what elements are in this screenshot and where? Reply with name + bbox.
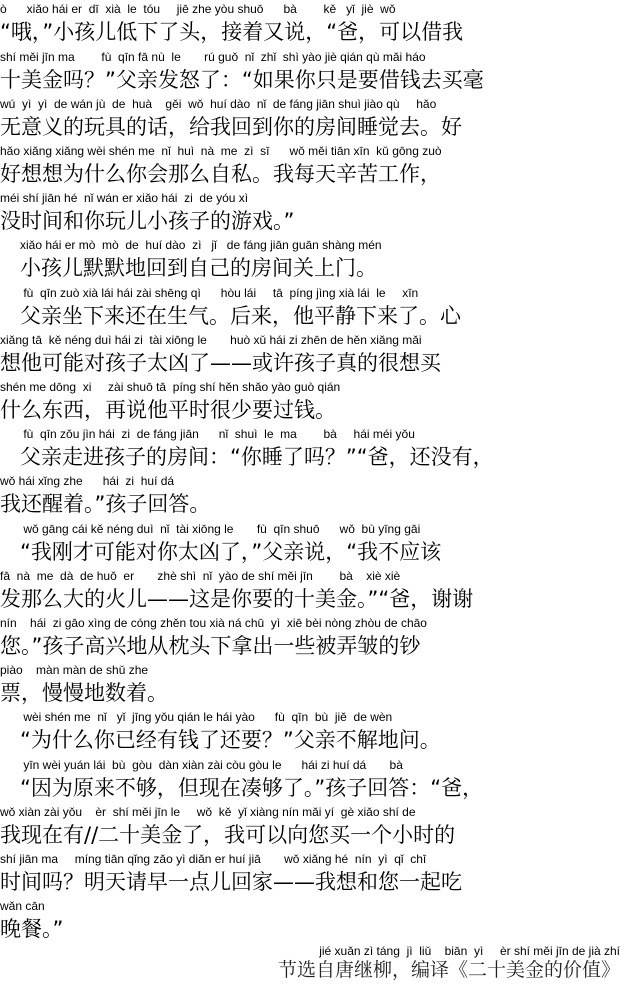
pinyin: wǒ gāng cái kě néng duì nǐ tài xiōng le fù qīn shuō wǒ bù yīng gāi bbox=[0, 522, 421, 536]
hanzi: 发那么大的火儿——这是你要的十美金。”“爸，谢谢 bbox=[0, 587, 474, 611]
text-line bbox=[0, 805, 630, 849]
pinyin: wǒ xiàn zài yǒu èr shí měi jīn le wǒ kě yǐ xiàng nín mǎi yí gè xiǎo shí de bbox=[0, 805, 416, 819]
hanzi: 十美金吗？”父亲发怒了：“如果你只是要借钱去买毫 bbox=[0, 68, 484, 92]
pinyin: méi shí jiān hé nǐ wán er xiǎo hái zi de yóu xì bbox=[0, 191, 249, 205]
pinyin: wèi shén me nǐ yǐ jīng yǒu qián le hái yào fù qīn bù jiě de wèn bbox=[0, 710, 393, 724]
text-line bbox=[0, 852, 630, 896]
hanzi: 想他可能对孩子太凶了——或许孩子真的很想买 bbox=[0, 351, 441, 375]
pinyin: yīn wèi yuán lái bù gòu dàn xiàn zài còu gòu le hái zi huí dá bà bbox=[0, 758, 403, 772]
text-line bbox=[0, 616, 630, 660]
hanzi: 什么东西，再说他平时很少要过钱。 bbox=[0, 398, 336, 422]
source-citation bbox=[0, 944, 630, 982]
pinyin: xiǎng tā kě néng duì hái zi tài xiōng le huò xǔ hái zi zhēn de hěn xiǎng mǎi bbox=[0, 333, 422, 347]
hanzi: 无意义的玩具的话，给我回到你的房间睡觉去。好 bbox=[0, 115, 462, 139]
text-line bbox=[0, 663, 630, 707]
pinyin: wú yì yì de wán jù de huà gěi wǒ huí dào nǐ de fáng jiān shuì jiào qù hǎo bbox=[0, 97, 437, 111]
pinyin: xiǎo hái er mò mò de huí dào zì jǐ de fáng jiān guān shàng mén bbox=[0, 238, 382, 252]
source-text: 节选自唐继柳，编译《二十美金的价值》 bbox=[277, 959, 620, 981]
pinyin: shí měi jīn ma fù qīn fā nù le rú guǒ nǐ zhǐ shì yào jiè qián qù mǎi háo bbox=[0, 50, 426, 64]
pinyin: shí jiān ma míng tiān qǐng zǎo yì diǎn er huí jiā wǒ xiǎng hé nín yì qǐ chī bbox=[0, 852, 427, 866]
text-line bbox=[0, 474, 630, 518]
pinyin: hǎo xiǎng xiǎng wèi shén me nǐ huì nà me zì sī wǒ měi tiān xīn kǔ gōng zuò bbox=[0, 144, 442, 158]
pinyin: nín hái zi gāo xìng de cóng zhěn tou xià ná chū yì xiē bèi nòng zhòu de chāo bbox=[0, 616, 427, 630]
pinyin: fā nà me dà de huǒ er zhè shì nǐ yào de shí měi jīn bà xiè xiè bbox=[0, 569, 401, 583]
hanzi: 您。”孩子高兴地从枕头下拿出一些被弄皱的钞 bbox=[0, 634, 421, 658]
hanzi: “为什么你已经有钱了还要？”父亲不解地问。 bbox=[0, 728, 441, 752]
pinyin: wǎn cān bbox=[0, 899, 45, 913]
pinyin: wǒ hái xǐng zhe hái zi huí dá bbox=[0, 474, 175, 488]
pinyin: ò xiǎo hái er dī xià le tóu jiē zhe yòu shuō bà kě yǐ jiè wǒ bbox=[0, 2, 396, 16]
pinyin: piào màn màn de shǔ zhe bbox=[0, 663, 149, 677]
hanzi: “我刚才可能对你太凶了，”父亲说，“我不应该 bbox=[0, 540, 442, 564]
text-line bbox=[0, 569, 630, 613]
hanzi: “因为原来不够，但现在凑够了。”孩子回答：“爸， bbox=[0, 776, 484, 800]
text-line bbox=[0, 380, 630, 424]
hanzi: 我还醒着。”孩子回答。 bbox=[0, 492, 211, 516]
hanzi: 父亲坐下来还在生气。后来，他平静下来了。心 bbox=[0, 304, 462, 328]
text-line bbox=[0, 758, 630, 802]
text-line bbox=[0, 50, 630, 94]
hanzi: 没时间和你玩儿小孩子的游戏。” bbox=[0, 209, 295, 233]
text-line bbox=[0, 191, 630, 235]
text-line bbox=[0, 2, 630, 46]
text-line bbox=[0, 522, 630, 566]
hanzi: 好想想为什么你会那么自私。我每天辛苦工作， bbox=[0, 162, 441, 186]
text-line bbox=[0, 427, 630, 471]
text-line bbox=[0, 97, 630, 141]
hanzi: 小孩儿默默地回到自己的房间关上门。 bbox=[0, 256, 378, 280]
hanzi: 晚餐。” bbox=[0, 917, 64, 941]
source-pinyin: jié xuǎn zì táng jì liǔ biān yì èr shí měi jīn de jià zhí bbox=[319, 944, 620, 958]
hanzi: 票，慢慢地数着。 bbox=[0, 681, 168, 705]
text-line bbox=[0, 286, 630, 330]
pinyin: fù qīn zuò xià lái hái zài shēng qì hòu lái tā píng jìng xià lái le xīn bbox=[0, 286, 419, 300]
text-line bbox=[0, 144, 630, 188]
pinyin: fù qīn zǒu jìn hái zi de fáng jiān nǐ shuì le ma bà hái méi yǒu bbox=[0, 427, 415, 441]
hanzi: 我现在有//二十美金了，我可以向您买一个小时的 bbox=[0, 823, 456, 847]
text-line bbox=[0, 710, 630, 754]
text-line bbox=[0, 238, 630, 282]
hanzi: “哦，”小孩儿低下了头，接着又说，“爸，可以借我 bbox=[0, 20, 464, 44]
hanzi: 时间吗？明天请早一点儿回家——我想和您一起吃 bbox=[0, 870, 462, 894]
pinyin: shén me dōng xi zài shuō tā píng shí hěn shǎo yào guò qián bbox=[0, 380, 341, 394]
hanzi: 父亲走进孩子的房间：“你睡了吗？”“爸，还没有， bbox=[0, 445, 494, 469]
text-line bbox=[0, 333, 630, 377]
text-line bbox=[0, 899, 630, 943]
